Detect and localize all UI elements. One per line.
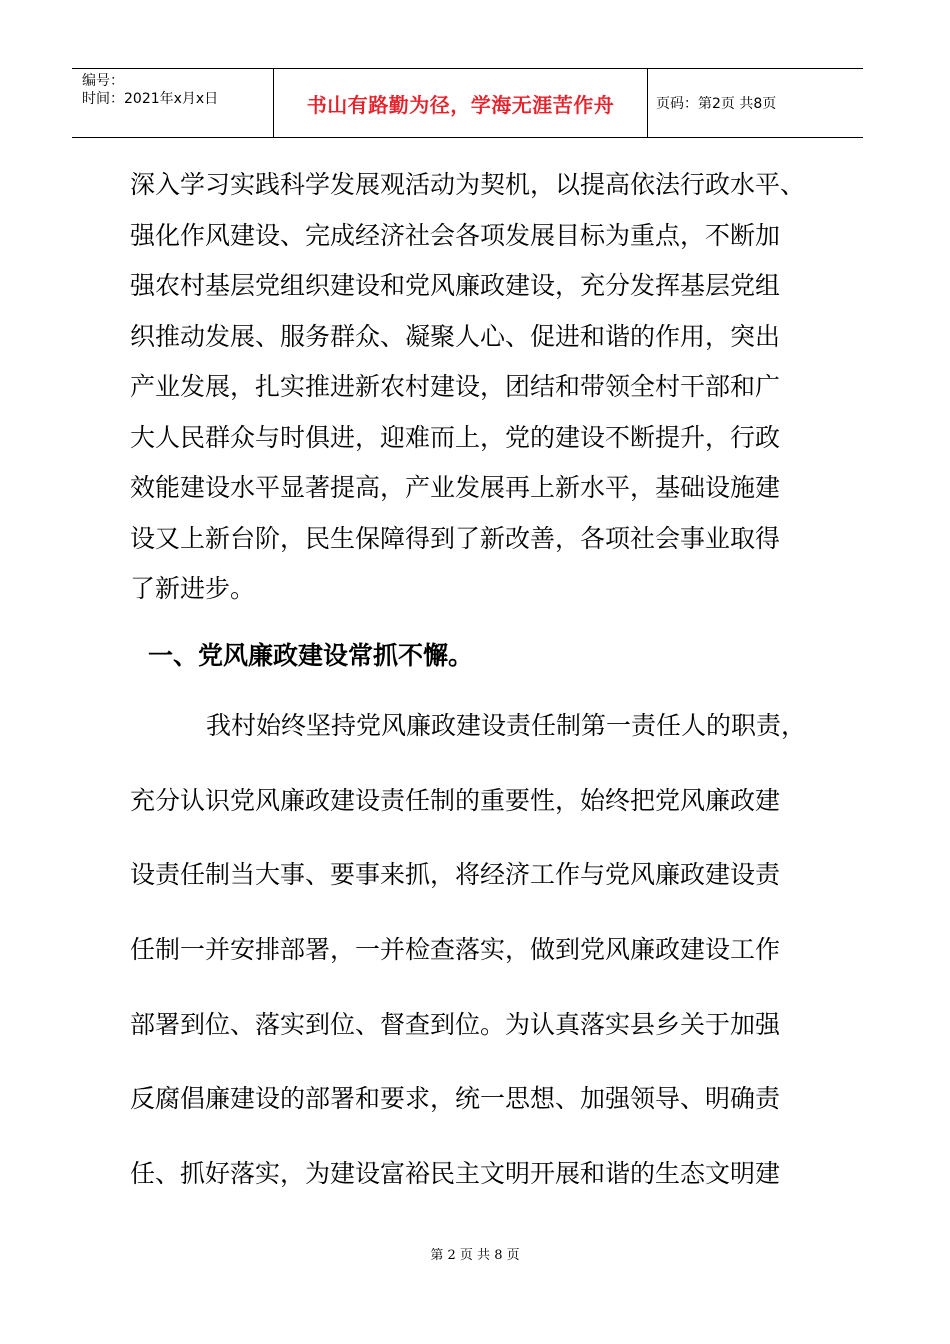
text-line: 设又上新台阶，民生保障得到了新改善，各项社会事业取得 [130,523,781,553]
page-info: 页码：第2页 共8页 [656,96,777,112]
page-footer: 第 2 页 共 8 页 [430,1248,520,1263]
text-line: 产业发展，扎实推进新农村建设，团结和带领全村干部和广 [130,372,781,401]
header-motto-cell [274,69,648,137]
section-heading: 一、党风廉政建设常抓不懈。 [148,641,474,670]
text-line: 强农村基层党组织建设和党风廉政建设，充分发挥基层党组 [130,271,781,300]
page-header [72,68,863,138]
text-line: 部署到位、落实到位、督查到位。为认真落实县乡关于加强 [130,1009,781,1039]
text-line: 了新进步。 [130,574,256,603]
text-line: 任、抓好落实，为建设富裕民主文明开展和谐的生态文明建 [130,1159,781,1189]
time-label: 时间：2021年x月x日 [82,91,219,107]
text-line: 强化作风建设、完成经济社会各项发展目标为重点，不断加 [130,220,781,250]
text-line: 深入学习实践科学发展观活动为契机，以提高依法行政水平、 [130,170,806,199]
text-line: 设责任制当大事、要事来抓，将经济工作与党风廉政建设责 [130,860,781,890]
text-line: 任制一并安排部署，一并检查落实，做到党风廉政建设工作 [130,935,781,965]
number-label: 编号： [82,73,124,89]
header-meta [72,69,274,137]
text-line: 织推动发展、服务群众、凝聚人心、促进和谐的作用，突出 [130,321,781,351]
body-paragraph [130,700,830,1223]
text-line: 充分认识党风廉政建设责任制的重要性，始终把党风廉政建 [130,785,781,815]
header-page-info-cell [648,69,863,137]
text-line: 反腐倡廉建设的部署和要求，统一思想、加强领导、明确责 [130,1084,781,1114]
intro-paragraph [130,160,810,615]
text-line: 我村始终坚持党风廉政建设责任制第一责任人的职责， [206,711,807,740]
text-line: 大人民群众与时俱进，迎难而上，党的建设不断提升，行政 [130,422,781,452]
text-line: 效能建设水平显著提高，产业发展再上新水平，基础设施建 [130,473,781,502]
motto-text: 书山有路勤为径，学海无涯苦作舟 [306,92,615,117]
